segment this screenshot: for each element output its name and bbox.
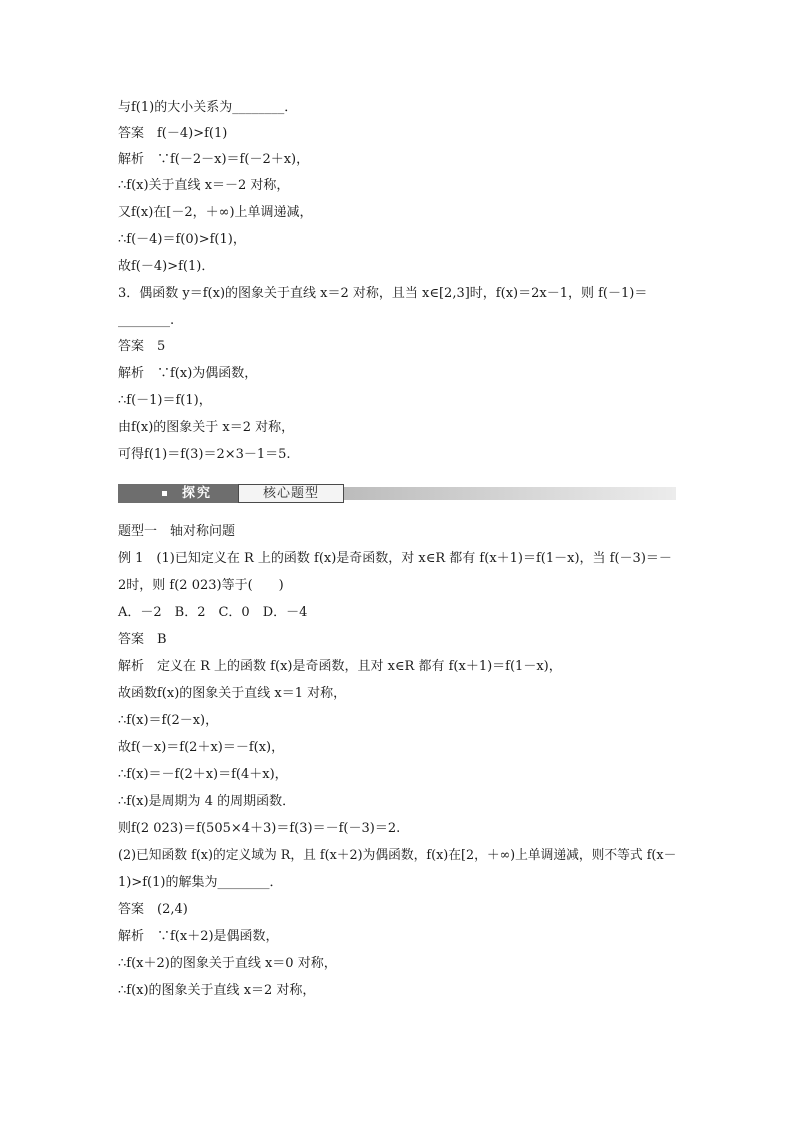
- banner-title: 核心题型: [262, 486, 319, 501]
- answer-2: 答案 f(－4)>f(1): [118, 126, 228, 141]
- question-3-line-2: ________.: [118, 313, 175, 328]
- analysis-3-line-2: ∴f(－1)＝f(1)，: [118, 393, 212, 408]
- example-1-line-1: 例 1 (1)已知定义在 R 上的函数 f(x)是奇函数，对 x∈R 都有 f(x＋1)＝f(1－x)，当 f(－3)＝－: [118, 551, 672, 566]
- analysis-ex1-line-4: 故f(－x)＝f(2＋x)＝－f(x)，: [118, 740, 285, 755]
- question-2-text-end: 与f(1)的大小关系为________．: [118, 100, 298, 115]
- banner-dark-block: [118, 484, 238, 503]
- analysis-ex1-line-6: ∴f(x)是周期为 4 的周期函数．: [118, 794, 296, 809]
- analysis-2-line-1: 解析 ∵f(－2－x)＝f(－2＋x)，: [118, 152, 310, 167]
- answer-3: 答案 5: [118, 339, 166, 354]
- analysis-2-line-4: ∴f(－4)＝f(0)>f(1)，: [118, 232, 246, 247]
- analysis-ex1-line-2: 故函数f(x)的图象关于直线 x＝1 对称，: [118, 686, 347, 701]
- example-1-options: A．－2 B．2 C．0 D．－4: [118, 605, 308, 620]
- analysis-3-line-1: 解析 ∵f(x)为偶函数，: [118, 366, 258, 381]
- analysis-ex1p2-line-3: ∴f(x)的图象关于直线 x＝2 对称，: [118, 983, 316, 998]
- analysis-2-line-3: 又f(x)在[－2，＋∞)上单调递减，: [118, 205, 313, 220]
- example-1-part-2-line-2: 1)>f(1)的解集为________．: [118, 875, 283, 890]
- banner-square-icon: [162, 491, 167, 496]
- analysis-ex1p2-line-2: ∴f(x＋2)的图象关于直线 x＝0 对称，: [118, 956, 337, 971]
- analysis-3-line-3: 由f(x)的图象关于 x＝2 对称，: [118, 420, 295, 435]
- analysis-ex1-line-7: 则f(2 023)＝f(505×4＋3)＝f(3)＝－f(－3)＝2.: [118, 821, 401, 836]
- analysis-2-line-5: 故f(－4)>f(1)．: [118, 259, 215, 274]
- banner-tag: 探究: [182, 486, 213, 501]
- answer-example-1-part-2: 答案 (2,4): [118, 902, 188, 917]
- analysis-ex1p2-line-1: 解析 ∵f(x＋2)是偶函数，: [118, 929, 279, 944]
- analysis-3-line-4: 可得f(1)＝f(3)＝2×3－1＝5.: [118, 447, 291, 462]
- example-1-part-2-line-1: (2)已知函数 f(x)的定义域为 R，且 f(x＋2)为偶函数，f(x)在[2，＋∞)上单调递减，则不等式 f(x－: [118, 848, 677, 863]
- analysis-ex1-line-3: ∴f(x)＝f(2－x)，: [118, 713, 219, 728]
- example-1-line-2: 2时，则 f(2 023)等于( ): [118, 578, 284, 593]
- analysis-2-line-2: ∴f(x)关于直线 x＝－2 对称，: [118, 178, 290, 193]
- answer-example-1: 答案 B: [118, 632, 167, 647]
- analysis-ex1-line-5: ∴f(x)＝－f(2＋x)＝f(4＋x)，: [118, 767, 288, 782]
- section-banner: [118, 484, 676, 503]
- analysis-ex1-line-1: 解析 定义在 R 上的函数 f(x)是奇函数，且对 x∈R 都有 f(x＋1)＝f(1－x)，: [118, 659, 562, 674]
- banner-title-box: [238, 484, 344, 503]
- topic-heading: 题型一 轴对称问题: [118, 524, 236, 539]
- question-3-line-1: 3．偶函数 y＝f(x)的图象关于直线 x＝2 对称，且当 x∈[2,3]时，f(x)＝2x－1，则 f(－1)＝: [118, 286, 648, 301]
